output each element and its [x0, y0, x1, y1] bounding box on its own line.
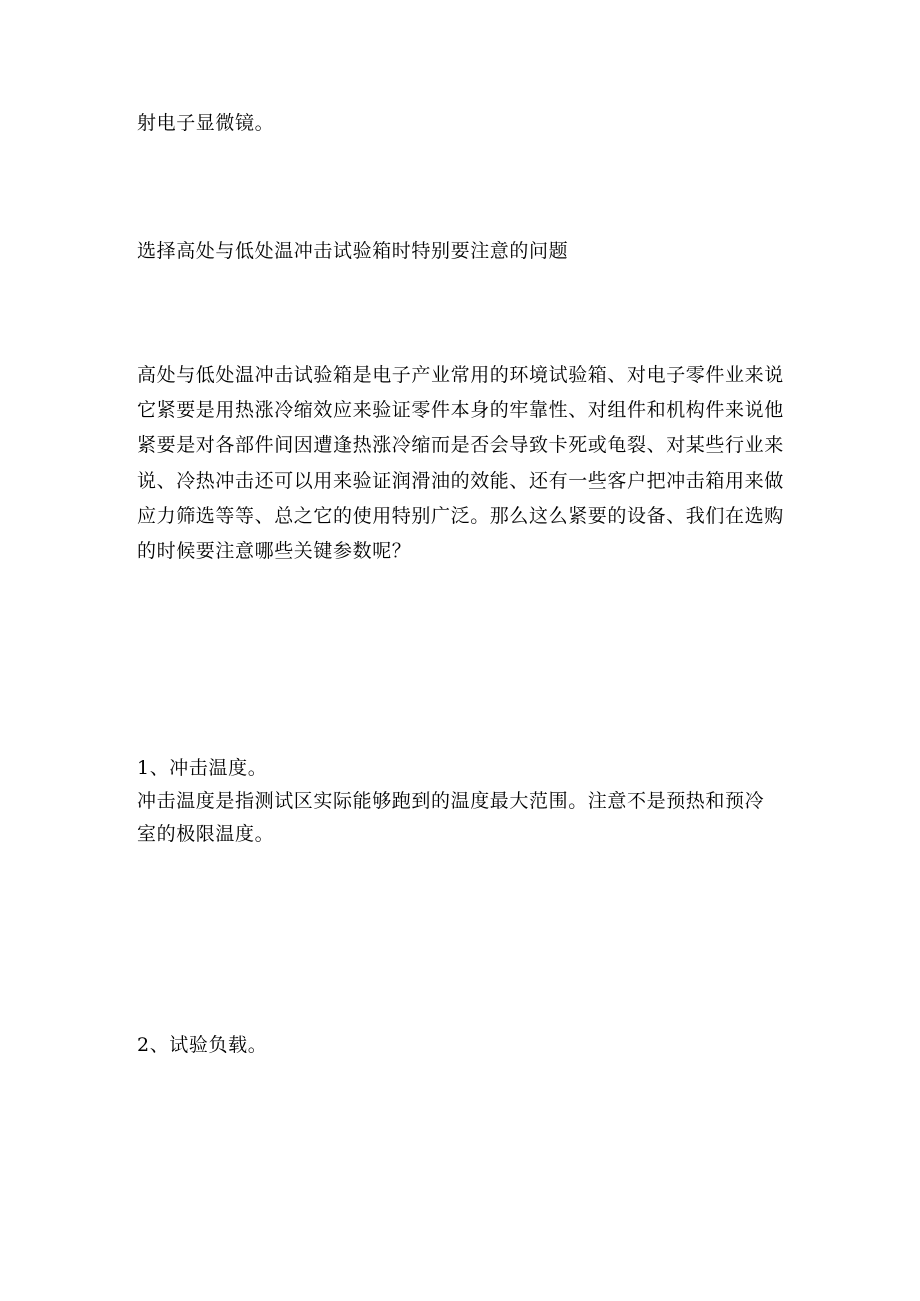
section-2 — [137, 1036, 797, 1055]
section-2-title: 2、试验负载。 — [137, 1034, 268, 1056]
section-1-body-line: 冲击温度是指测试区实际能够跑到的温度最大范围。注意不是预热和预冷 — [137, 790, 765, 812]
intro-line: 高处与低处温冲击试验箱是电子产业常用的环境试验箱、对电子零件业来说 — [137, 364, 784, 386]
intro-line: 的时候要注意哪些关键参数呢？ — [137, 539, 412, 562]
section-1-title: 1、冲击温度。 — [137, 757, 268, 779]
intro-line: 它紧要是用热涨冷缩效应来验证零件本身的牢靠性、对组件和机构件来说他 — [137, 399, 784, 422]
continuation-fragment — [137, 114, 797, 133]
section-1 — [137, 759, 797, 844]
intro-line: 应力筛选等等、总之它的使用特别广泛。那么这么紧要的设备、我们在选购 — [137, 504, 784, 527]
fragment-text: 射电子显微镜。 — [137, 112, 275, 134]
intro-line: 说、冷热冲击还可以用来验证润滑油的效能、还有一些客户把冲击箱用来做 — [137, 469, 784, 492]
heading-text: 选择高处与低处温冲击试验箱时特别要注意的问题 — [137, 240, 569, 262]
section-heading — [137, 242, 797, 261]
intro-paragraph — [137, 366, 797, 561]
section-1-body-line: 室的极限温度。 — [137, 823, 275, 845]
intro-line: 紧要是对各部件间因遭逢热涨冷缩而是否会导致卡死或龟裂、对某些行业来 — [137, 434, 784, 457]
